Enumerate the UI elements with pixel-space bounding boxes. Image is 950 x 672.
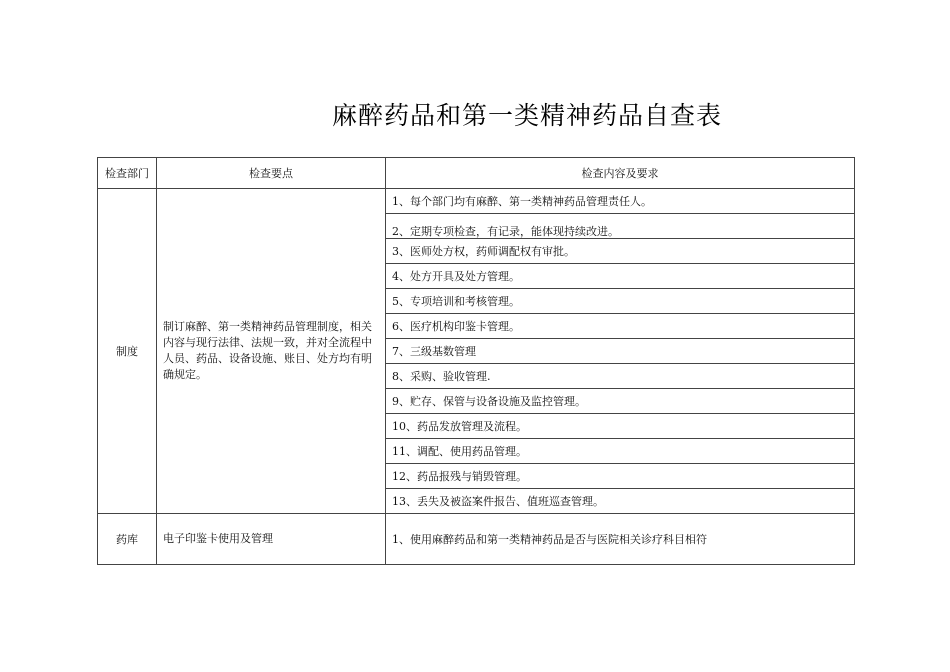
requirement-cell: 7、三级基数管理 — [386, 339, 855, 364]
header-point: 检查要点 — [157, 158, 386, 189]
requirement-cell: 1、使用麻醉药品和第一类精神药品是否与医院相关诊疗科目相符 — [386, 514, 855, 565]
requirement-cell: 4、处方开具及处方管理。 — [386, 264, 855, 289]
dept-cell-system: 制度 — [98, 189, 157, 514]
dept-cell-pharmacy: 药库 — [98, 514, 157, 565]
point-cell-system: 制订麻醉、第一类精神药品管理制度，相关内容与现行法律、法规一致，并对全流程中人员、药品、设备设施、账目、处方均有明确规定。 — [157, 189, 386, 514]
requirement-cell: 5、专项培训和考核管理。 — [386, 289, 855, 314]
point-cell-pharmacy: 电子印鉴卡使用及管理 — [157, 514, 386, 565]
requirement-cell: 3、医师处方权，药师调配权有审批。 — [386, 239, 855, 264]
requirement-cell: 2、定期专项检查，有记录，能体现持续改进。 — [386, 214, 855, 239]
requirement-cell: 12、药品报残与销毁管理。 — [386, 464, 855, 489]
page-title: 麻醉药品和第一类精神药品自查表 — [332, 101, 723, 130]
table-row — [98, 514, 855, 565]
requirement-cell: 1、每个部门均有麻醉、第一类精神药品管理责任人。 — [386, 189, 855, 214]
requirement-cell: 8、采购、验收管理. — [386, 364, 855, 389]
requirement-cell: 9、贮存、保管与设备设施及监控管理。 — [386, 389, 855, 414]
requirement-cell: 6、医疗机构印鉴卡管理。 — [386, 314, 855, 339]
header-requirement: 检查内容及要求 — [386, 158, 855, 189]
self-check-table — [97, 157, 855, 565]
table-row — [98, 189, 855, 214]
requirement-cell: 10、药品发放管理及流程。 — [386, 414, 855, 439]
requirement-cell: 13、丢失及被盗案件报告、值班巡查管理。 — [386, 489, 855, 514]
requirement-cell: 11、调配、使用药品管理。 — [386, 439, 855, 464]
header-dept: 检查部门 — [98, 158, 157, 189]
table-header-row — [98, 158, 855, 189]
